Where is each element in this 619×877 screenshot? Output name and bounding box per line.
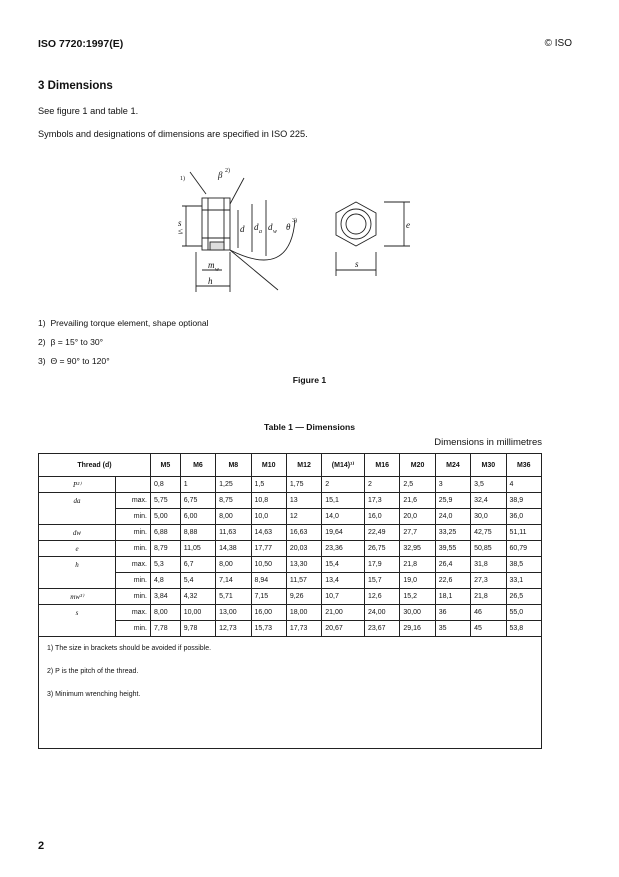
row-limit: min. <box>116 525 151 541</box>
table-row <box>39 493 542 509</box>
table-cell: 4 <box>506 477 542 493</box>
table-cell: 14,38 <box>216 541 251 557</box>
table-cell: 18,1 <box>435 589 470 605</box>
figure-label-note1: 1) <box>180 176 185 182</box>
table-cell: 31,8 <box>471 557 506 573</box>
figure-label-beta-note: 2) <box>225 168 230 174</box>
row-limit <box>116 477 151 493</box>
table-cell: 1,25 <box>216 477 251 493</box>
table-cell: 6,00 <box>180 509 215 525</box>
thread-header: Thread (d) <box>39 454 151 477</box>
figure-note-3: 3) Θ = 90° to 120° <box>38 356 110 366</box>
table-cell: 16,0 <box>365 509 400 525</box>
table-cell: 11,63 <box>216 525 251 541</box>
table-cell: 10,0 <box>251 509 286 525</box>
table-cell: 12,6 <box>365 589 400 605</box>
figure-label-s-side: s <box>178 218 182 228</box>
table-row <box>39 573 542 589</box>
table-row <box>39 525 542 541</box>
table-cell: 15,1 <box>322 493 365 509</box>
column-header: M36 <box>506 454 542 477</box>
table-cell: 13 <box>286 493 321 509</box>
table-cell: 5,75 <box>151 493 181 509</box>
table-cell: 2 <box>365 477 400 493</box>
table-cell: 3,84 <box>151 589 181 605</box>
row-symbol <box>39 573 116 589</box>
table-footnote: 1) The size in brackets should be avoided if possible. <box>47 645 212 652</box>
paragraph-see-figure: See figure 1 and table 1. <box>38 106 139 116</box>
table-cell: 6,75 <box>180 493 215 509</box>
table-cell: 8,79 <box>151 541 181 557</box>
table-cell: 9,78 <box>180 621 215 637</box>
row-limit: min. <box>116 509 151 525</box>
column-header: M24 <box>435 454 470 477</box>
table-row <box>39 557 542 573</box>
figure-note-1: 1) Prevailing torque element, shape optional <box>38 318 209 328</box>
figure-label-d: d <box>240 224 245 234</box>
figure-label-e: e <box>406 220 410 230</box>
table-cell: 23,67 <box>365 621 400 637</box>
table-cell: 39,55 <box>435 541 470 557</box>
table-cell: 27,7 <box>400 525 435 541</box>
table-cell: 51,11 <box>506 525 542 541</box>
table-header-row <box>39 454 542 477</box>
row-symbol: P²⁾ <box>39 477 116 493</box>
table-row <box>39 477 542 493</box>
prevailing-torque-element <box>210 242 224 250</box>
row-symbol <box>39 509 116 525</box>
table-cell: 29,16 <box>400 621 435 637</box>
row-limit: min. <box>116 573 151 589</box>
table-cell: 2,5 <box>400 477 435 493</box>
figure-label-da: d <box>254 222 259 232</box>
table-cell: 21,00 <box>322 605 365 621</box>
table-cell: 36 <box>435 605 470 621</box>
table-cell: 15,7 <box>365 573 400 589</box>
table-cell: 18,00 <box>286 605 321 621</box>
table-cell: 15,73 <box>251 621 286 637</box>
table-cell: 33,25 <box>435 525 470 541</box>
table-cell: 16,63 <box>286 525 321 541</box>
table-cell: 17,9 <box>365 557 400 573</box>
column-header: M12 <box>286 454 321 477</box>
page-number: 2 <box>38 840 45 852</box>
table-cell: 53,8 <box>506 621 542 637</box>
table-cell: 60,79 <box>506 541 542 557</box>
figure-1-drawing <box>160 160 430 300</box>
table-cell: 46 <box>471 605 506 621</box>
table-cell: 3 <box>435 477 470 493</box>
column-header: M8 <box>216 454 251 477</box>
table-cell: 14,0 <box>322 509 365 525</box>
table-cell: 21,6 <box>400 493 435 509</box>
table-cell: 24,00 <box>365 605 400 621</box>
table-cell: 5,71 <box>216 589 251 605</box>
table-cell: 3,5 <box>471 477 506 493</box>
figure-note-2: 2) β = 15° to 30° <box>38 337 104 347</box>
table-cell: 20,0 <box>400 509 435 525</box>
row-limit: min. <box>116 589 151 605</box>
table-cell: 30,0 <box>471 509 506 525</box>
table-cell: 14,63 <box>251 525 286 541</box>
figure-label-da-sub: a <box>259 229 262 235</box>
table-cell: 15,4 <box>322 557 365 573</box>
table-cell: 30,00 <box>400 605 435 621</box>
table-cell: 6,88 <box>151 525 181 541</box>
column-header: M20 <box>400 454 435 477</box>
table-cell: 13,30 <box>286 557 321 573</box>
table-footnote: 3) Minimum wrenching height. <box>47 691 141 698</box>
table-cell: 8,94 <box>251 573 286 589</box>
table-cell: 12 <box>286 509 321 525</box>
table-cell: 1 <box>180 477 215 493</box>
row-symbol <box>39 621 116 637</box>
table-cell: 35 <box>435 621 470 637</box>
table-row <box>39 589 542 605</box>
table-cell: 8,00 <box>216 509 251 525</box>
row-limit: max. <box>116 493 151 509</box>
table-cell: 55,0 <box>506 605 542 621</box>
row-symbol: h <box>39 557 116 573</box>
table-cell: 8,00 <box>216 557 251 573</box>
document-header-standard: ISO 7720:1997(E) <box>38 38 124 50</box>
figure-label-s-top: s <box>355 259 359 269</box>
document-header-copyright: © ISO <box>544 38 572 49</box>
figure-label-m: m <box>208 260 215 270</box>
table-cell: 22,49 <box>365 525 400 541</box>
table-cell: 20,67 <box>322 621 365 637</box>
table-cell: 0,8 <box>151 477 181 493</box>
table-cell: 16,00 <box>251 605 286 621</box>
table-cell: 12,73 <box>216 621 251 637</box>
table-cell: 36,0 <box>506 509 542 525</box>
table-cell: 22,6 <box>435 573 470 589</box>
table-cell: 4,32 <box>180 589 215 605</box>
table-cell: 19,64 <box>322 525 365 541</box>
figure-label-beta: β <box>218 170 223 180</box>
table-cell: 17,77 <box>251 541 286 557</box>
table-cell: 15,2 <box>400 589 435 605</box>
table-cell: 7,15 <box>251 589 286 605</box>
table-cell: 38,5 <box>506 557 542 573</box>
table-cell: 10,50 <box>251 557 286 573</box>
table-cell: 25,9 <box>435 493 470 509</box>
table-cell: 4,8 <box>151 573 181 589</box>
table-cell: 50,85 <box>471 541 506 557</box>
table-cell: 24,0 <box>435 509 470 525</box>
table-cell: 8,88 <box>180 525 215 541</box>
figure-caption: Figure 1 <box>292 375 327 385</box>
figure-label-theta-note: 3) <box>292 218 297 224</box>
table-cell: 9,26 <box>286 589 321 605</box>
table-cell: 42,75 <box>471 525 506 541</box>
table-cell: 5,4 <box>180 573 215 589</box>
table-cell: 1,75 <box>286 477 321 493</box>
table-cell: 10,7 <box>322 589 365 605</box>
table-units: Dimensions in millimetres <box>434 437 542 448</box>
column-header: M6 <box>180 454 215 477</box>
table-cell: 27,3 <box>471 573 506 589</box>
figure-label-dw-sub: w <box>273 229 278 235</box>
table-footnote: 2) P is the pitch of the thread. <box>47 668 139 675</box>
row-symbol: mw³⁾ <box>39 589 116 605</box>
row-symbol: dw <box>39 525 116 541</box>
table-cell: 19,0 <box>400 573 435 589</box>
table-caption: Table 1 — Dimensions <box>263 422 356 432</box>
figure-label-theta: θ <box>286 222 291 232</box>
row-limit: min. <box>116 621 151 637</box>
table-cell: 7,14 <box>216 573 251 589</box>
table-row <box>39 605 542 621</box>
column-header: M16 <box>365 454 400 477</box>
table-row <box>39 509 542 525</box>
table-cell: 8,75 <box>216 493 251 509</box>
column-header: M10 <box>251 454 286 477</box>
row-symbol: da <box>39 493 116 509</box>
table-cell: 23,36 <box>322 541 365 557</box>
figure-label-dw: d <box>268 222 273 232</box>
table-cell: 32,4 <box>471 493 506 509</box>
table-cell: 21,8 <box>400 557 435 573</box>
row-symbol: s <box>39 605 116 621</box>
table-cell: 13,00 <box>216 605 251 621</box>
figure-label-h: h <box>208 276 213 286</box>
row-limit: min. <box>116 541 151 557</box>
paragraph-symbols: Symbols and designations of dimensions are specified in ISO 225. <box>38 129 308 139</box>
row-symbol: e <box>39 541 116 557</box>
table-cell: 20,03 <box>286 541 321 557</box>
table-cell: 45 <box>471 621 506 637</box>
table-cell: 33,1 <box>506 573 542 589</box>
table-cell: 21,8 <box>471 589 506 605</box>
table-cell: 11,57 <box>286 573 321 589</box>
table-cell: 32,95 <box>400 541 435 557</box>
column-header: M5 <box>151 454 181 477</box>
row-limit: max. <box>116 557 151 573</box>
dimensions-table <box>38 453 542 749</box>
table-cell: 10,00 <box>180 605 215 621</box>
table-cell: 26,4 <box>435 557 470 573</box>
figure-label-m-sub: w <box>215 267 220 273</box>
table-cell: 1,5 <box>251 477 286 493</box>
table-cell: 17,73 <box>286 621 321 637</box>
table-cell: 26,5 <box>506 589 542 605</box>
table-cell: 38,9 <box>506 493 542 509</box>
table-cell: 5,3 <box>151 557 181 573</box>
table-cell: 8,00 <box>151 605 181 621</box>
section-title: 3 Dimensions <box>38 80 113 92</box>
table-cell: 26,75 <box>365 541 400 557</box>
column-header: M30 <box>471 454 506 477</box>
table-cell: 2 <box>322 477 365 493</box>
table-cell: 11,05 <box>180 541 215 557</box>
table-row <box>39 541 542 557</box>
table-footnotes <box>39 637 542 749</box>
row-limit: max. <box>116 605 151 621</box>
table-row <box>39 621 542 637</box>
table-cell: 7,78 <box>151 621 181 637</box>
table-cell: 6,7 <box>180 557 215 573</box>
table-cell: 5,00 <box>151 509 181 525</box>
table-cell: 13,4 <box>322 573 365 589</box>
table-cell: 17,3 <box>365 493 400 509</box>
column-header: (M14)¹⁾ <box>322 454 365 477</box>
table-cell: 10,8 <box>251 493 286 509</box>
figure-label-le: ≤ <box>178 226 183 236</box>
